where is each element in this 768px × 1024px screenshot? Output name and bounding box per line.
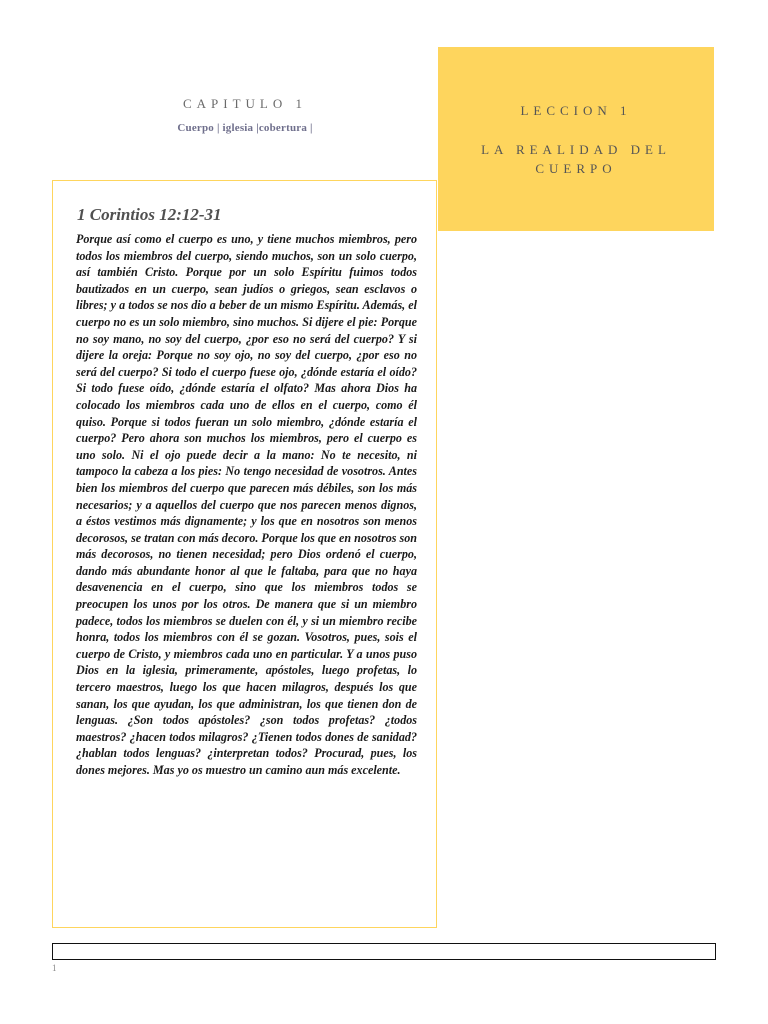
lesson-box [438, 47, 714, 231]
scripture-box [52, 180, 437, 928]
scripture-reference: 1 Corintios 12:12-31 [77, 205, 222, 224]
chapter-heading [52, 96, 438, 134]
footer-bar [52, 943, 716, 960]
scripture-text: Porque así como el cuerpo es uno, y tiene muchos miembros, pero todos los miembros del cuerpo, siendo muchos, son un solo cuerpo, así también Cristo. Porque por un solo Espíritu fuimos todos bautizados en un cuerpo, sean judíos o griegos, sean esclavos o libres; y a todos se nos dio a beber de un mismo Espíritu. Además, el cuerpo no es un solo miembro, sino muchos. Si dijere el pie: Porque no soy mano, no soy del cuerpo, ¿por eso no será del cuerpo? Y si dijere la oreja: Porque no soy ojo, no soy del cuerpo, ¿por eso no será del cuerpo? Si todo el cuerpo fuese ojo, ¿dónde estaría el oído? Si todo fuese oído, ¿dónde estaría el olfato? Mas ahora Dios ha colocado los miembros cada uno de ellos en el cuerpo, como él quiso. Porque si todos fueran un solo miembro, ¿dónde estaría el cuerpo? Pero ahora son muchos los miembros, pero el cuerpo es uno solo. Ni el ojo puede decir a la mano: No te necesito, ni tampoco la cabeza a los pies: No tengo necesidad de vosotros. Antes bien los miembros del cuerpo que parecen más débiles, son los más necesarios; y a aquellos del cuerpo que nos parecen menos dignos, a éstos vestimos más dignamente; y los que en nosotros son menos decorosos, se tratan con más decoro. Porque los que en nosotros son más decorosos, no tienen necesidad; pero Dios ordenó el cuerpo, dando más abundante honor al que le faltaba, para que no haya desavenencia en el cuerpo, sino que los miembros todos se preocupen los unos por los otros. De manera que si un miembro padece, todos los miembros se duelen con él, y si un miembro recibe honra, todos los miembros con él se gozan. Vosotros, pues, sois el cuerpo de Cristo, y miembros cada uno en particular. Y a unos puso Dios en la iglesia, primeramente, apóstoles, luego profetas, lo tercero maestros, luego los que hacen milagros, después los que sanan, los que ayudan, los que administran, los que tienen don de lenguas. ¿Son todos apóstoles? ¿son todos profetas? ¿todos maestros? ¿hacen todos milagros? ¿Tienen todos dones de sanidad? ¿hablan todos lenguas? ¿interpretan todos? Procurad, pues, los dones mejores. Mas yo os muestro un camino aun más excelente. [76, 232, 418, 777]
lesson-title: LA REALIDAD DEL CUERPO [481, 142, 671, 176]
chapter-tags: Cuerpo | iglesia |cobertura | [177, 122, 313, 134]
lesson-number: LECCION 1 [520, 103, 632, 118]
chapter-title: CAPITULO 1 [182, 96, 308, 111]
page-number: 1 [52, 963, 57, 973]
